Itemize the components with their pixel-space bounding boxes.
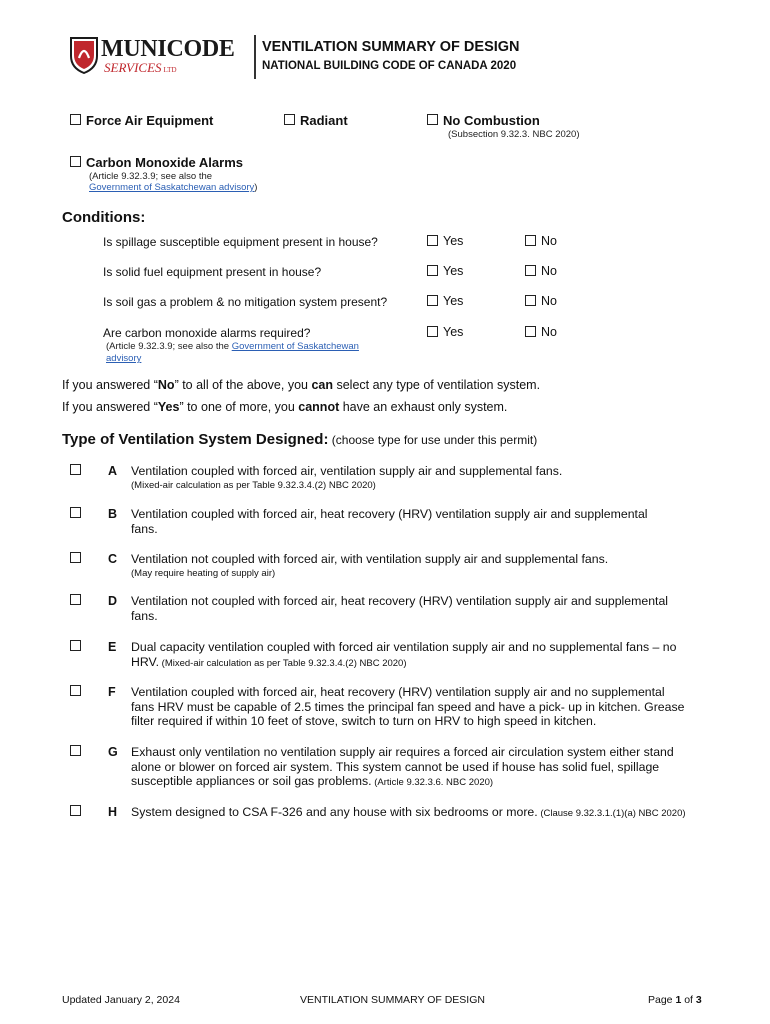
co-alarms-checkbox[interactable] bbox=[70, 156, 81, 167]
sask-advisory-link-3[interactable]: advisory bbox=[106, 353, 142, 364]
solid-fuel-no-label: No bbox=[541, 264, 557, 278]
types-heading: Type of Ventilation System Designed: (choose type for use under this permit) bbox=[62, 431, 538, 448]
type-g-letter: G bbox=[108, 745, 118, 759]
type-f-description: Ventilation coupled with forced air, heat recovery (HRV) ventilation supply air and no supplemental fans HRV must be capable of 2.5 times the principal fan speed and have a pick- up in kitchen. Grease filter required if within 10 feet of stove, switch to turn on HRV to high speed in kitchen. bbox=[131, 685, 685, 728]
type-h-description: System designed to CSA F-326 and any house with six bedrooms or more. (Clause 9.32.3.1.(1)(a) NBC 2020) bbox=[131, 805, 686, 819]
type-f-letter: F bbox=[108, 685, 116, 699]
co-required-no-label: No bbox=[541, 325, 557, 339]
question-co-alarms: Are carbon monoxide alarms required? bbox=[103, 326, 311, 340]
guidance-yes: If you answered “Yes” to one of more, you cannot have an exhaust only system. bbox=[62, 400, 508, 414]
no-combustion-label: No Combustion bbox=[443, 113, 540, 128]
type-h-checkbox[interactable] bbox=[70, 805, 81, 816]
conditions-heading: Conditions: bbox=[62, 209, 146, 226]
guidance-no: If you answered “No” to all of the above, you can select any type of ventilation system. bbox=[62, 378, 541, 392]
type-b-checkbox[interactable] bbox=[70, 507, 81, 518]
soil-gas-yes-checkbox[interactable] bbox=[427, 295, 438, 306]
co-required-note-line2 bbox=[106, 353, 141, 364]
type-g-description: Exhaust only ventilation no ventilation supply air requires a forced air circulation system either stand alone or blower on forced air system. This system cannot be used if house has solid fuel, spillage susceptible appliances or soil gas problems. (Article 9.32.3.6. NBC 2020) bbox=[131, 745, 674, 788]
header-divider bbox=[254, 35, 256, 79]
soil-gas-no-checkbox[interactable] bbox=[525, 295, 536, 306]
type-h-letter: H bbox=[108, 805, 118, 819]
footer-updated-date: Updated January 2, 2024 bbox=[62, 994, 180, 1006]
co-required-note: (Article 9.32.3.9; see also the Government of Saskatchewan bbox=[106, 341, 359, 352]
force-air-checkbox[interactable] bbox=[70, 114, 81, 125]
spillage-yes-label: Yes bbox=[443, 234, 464, 248]
radiant-checkbox[interactable] bbox=[284, 114, 295, 125]
spillage-no-checkbox[interactable] bbox=[525, 235, 536, 246]
co-alarms-note-link-line: Government of Saskatchewan advisory) bbox=[89, 182, 258, 193]
type-c-letter: C bbox=[108, 552, 118, 566]
document-title: VENTILATION SUMMARY OF DESIGN bbox=[262, 39, 520, 55]
soil-gas-yes-label: Yes bbox=[443, 294, 464, 308]
force-air-label: Force Air Equipment bbox=[86, 113, 214, 128]
co-required-yes-label: Yes bbox=[443, 325, 464, 339]
type-e-letter: E bbox=[108, 640, 117, 654]
question-soil-gas: Is soil gas a problem & no mitigation system present? bbox=[103, 295, 388, 309]
type-a-letter: A bbox=[108, 464, 118, 478]
document-subtitle: NATIONAL BUILDING CODE OF CANADA 2020 bbox=[262, 60, 517, 72]
type-d-checkbox[interactable] bbox=[70, 594, 81, 605]
co-alarms-label: Carbon Monoxide Alarms bbox=[86, 155, 243, 170]
footer-title: VENTILATION SUMMARY OF DESIGN bbox=[300, 994, 485, 1006]
type-b-letter: B bbox=[108, 507, 118, 521]
type-b-description: Ventilation coupled with forced air, heat recovery (HRV) ventilation supply air and supplemental fans. bbox=[131, 507, 648, 536]
co-required-yes-checkbox[interactable] bbox=[427, 326, 438, 337]
spillage-yes-checkbox[interactable] bbox=[427, 235, 438, 246]
co-required-no-checkbox[interactable] bbox=[525, 326, 536, 337]
sask-advisory-link[interactable]: Government of Saskatchewan advisory bbox=[89, 182, 255, 193]
solid-fuel-no-checkbox[interactable] bbox=[525, 265, 536, 276]
type-e-description: Dual capacity ventilation coupled with forced air ventilation supply air and no supplemental fans – no HRV. (Mixed-air calculation as per Table 9.32.3.4.(2) NBC 2020) bbox=[131, 640, 677, 669]
co-alarms-note: (Article 9.32.3.9; see also the bbox=[89, 171, 213, 182]
sask-advisory-link-2[interactable]: Government of Saskatchewan bbox=[231, 341, 359, 352]
type-d-description: Ventilation not coupled with forced air, heat recovery (HRV) ventilation supply air and supplemental fans. bbox=[131, 594, 669, 623]
type-g-checkbox[interactable] bbox=[70, 745, 81, 756]
question-spillage: Is spillage susceptible equipment present in house? bbox=[103, 235, 378, 249]
radiant-label: Radiant bbox=[300, 113, 348, 128]
type-c-description: Ventilation not coupled with forced air, with ventilation supply air and supplemental fans. (May require heating of supply air) bbox=[131, 552, 609, 579]
footer-page-number: Page 1 of 3 bbox=[648, 994, 702, 1006]
logo-subtitle: SERVICES LTD bbox=[104, 60, 177, 75]
no-combustion-checkbox[interactable] bbox=[427, 114, 438, 125]
type-f-checkbox[interactable] bbox=[70, 685, 81, 696]
type-d-letter: D bbox=[108, 594, 118, 608]
spillage-no-label: No bbox=[541, 234, 557, 248]
question-solid-fuel: Is solid fuel equipment present in house? bbox=[103, 265, 322, 279]
type-c-checkbox[interactable] bbox=[70, 552, 81, 563]
solid-fuel-yes-label: Yes bbox=[443, 264, 464, 278]
soil-gas-no-label: No bbox=[541, 294, 557, 308]
type-e-checkbox[interactable] bbox=[70, 640, 81, 651]
municode-shield-logo bbox=[70, 36, 98, 74]
no-combustion-note: (Subsection 9.32.3. NBC 2020) bbox=[448, 129, 580, 140]
logo-wordmark: MUNICODE bbox=[101, 36, 235, 62]
type-a-description: Ventilation coupled with forced air, ventilation supply air and supplemental fans. (Mixed-air calculation as per Table 9.32.3.4.(2) NBC 2020) bbox=[131, 464, 563, 491]
solid-fuel-yes-checkbox[interactable] bbox=[427, 265, 438, 276]
type-a-checkbox[interactable] bbox=[70, 464, 81, 475]
